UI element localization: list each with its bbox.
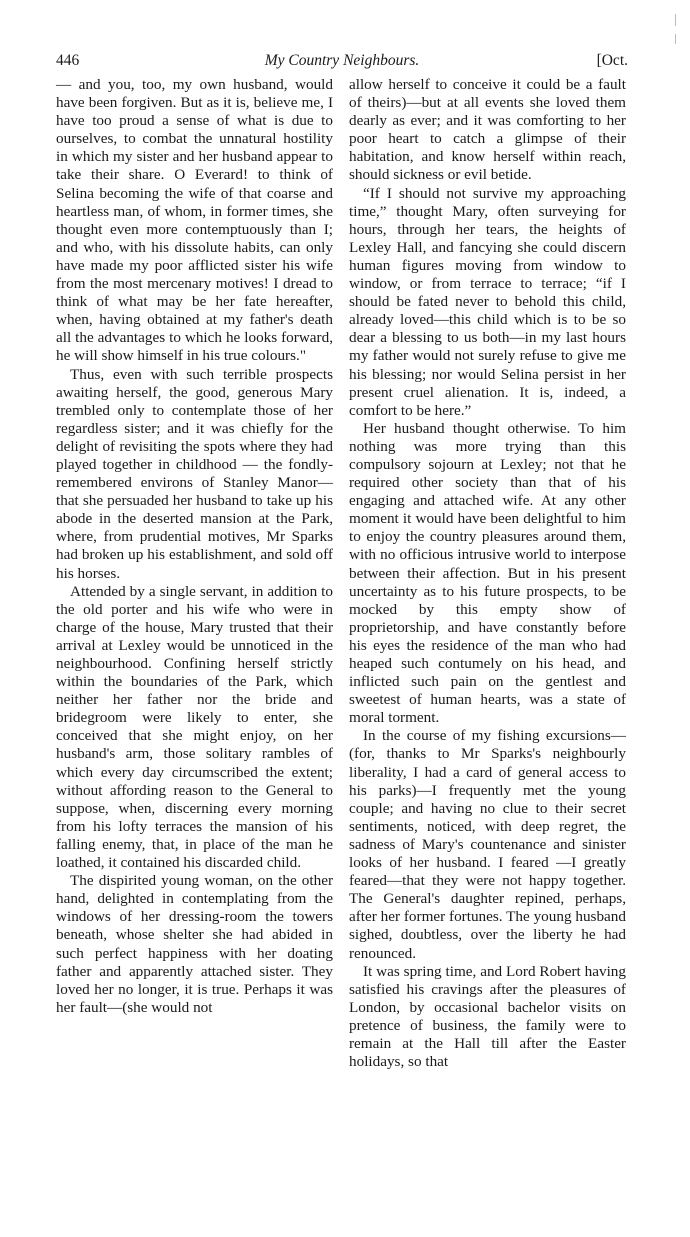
paragraph: — and you, too, my own husband, would have been forgiven. But as it is, believe me, I have too proud a sense of what is due to ourselves, to combat the unnatural hostility in which my sister and her husband appear to take their share. O Everard! to think of Selina becoming the wife of that coarse and heartless man, of whom, in former times, she thought even more contemptuously than I; and who, with his dissolute habits, can only have made my poor afflicted sister his wife from the most mercenary motives! I dread to think of what may be her fate hereafter, when, having obtained at my father's death all the advantages to which he looks forward, he will show himself in his true colours." (56, 76, 333, 365)
running-head (56, 52, 628, 74)
left-column (56, 76, 333, 1017)
page-number: 446 (56, 52, 80, 69)
scan-edge-mark (675, 14, 676, 26)
paragraph: Thus, even with such terrible prospects awaiting herself, the good, generous Mary trembled only to contemplate those of her regardless sister; and it was chiefly for the delight of revisiting the spots where they had played together in childhood — the fondly-remembered environs of Stanley Manor—that she persuaded her husband to take up his abode in the deserted mansion at the Park, where, from prudential motives, Mr Sparks had broken up his establishment, and sold off his horses. (56, 365, 333, 582)
running-title: My Country Neighbours. (264, 52, 420, 69)
scan-edge-mark (675, 34, 676, 44)
paragraph: Attended by a single servant, in addition to the old porter and his wife who were in charge of the house, Mary trusted that their arrival at Lexley would be unnoticed in the neighbourhood. Confining herself strictly within the boundaries of the Park, which neither her father nor the bride and bridegroom were likely to enter, she conceived that she might enjoy, on her husband's arm, those solitary rambles of which every day circumscribed the extent; without affording reason to the General to suppose, when, discerning every morning from his lofty terraces the mansion of his falling enemy, that, in place of the man he loathed, it contained his discarded child. (56, 582, 333, 872)
paragraph: allow herself to conceive it could be a fault of theirs)—but at all events she loved them dearly as ever; and it was comforting to her poor heart to catch a glimpse of their habitation, and know herself within reach, should sickness or evil betide. (349, 76, 626, 184)
month-mark: [Oct. (596, 52, 628, 69)
right-column (349, 76, 626, 1071)
paragraph: “If I should not survive my approaching time,” thought Mary, often surveying for hours, through her tears, the heights of Lexley Hall, and fancying she could discern human figures moving from window to window, or from terrace to terrace; “if I should be fated never to behold this child, already loved—this child which is to be so dear a blessing to us both—in my last hours my father would not surely refuse to give me his blessing; nor would Selina persist in her present cruel alienation. It is, indeed, a comfort to be here.” (349, 184, 626, 419)
paragraph: Her husband thought otherwise. To him nothing was more trying than this compulsory sojourn at Lexley; not that he required other society than that of his engaging and attached wife. At any other moment it would have been delightful to him to enjoy the country pleasures around them, with no officious intrusive world to interpose between their affection. But in his present uncertainty as to his future prospects, to be mocked by this empty show of proprietorship, and have constantly before his eyes the residence of the man who had heaped such contumely on his head, and inflicted such pain on the gentlest and sweetest of human hearts, was a state of moral torment. (349, 419, 626, 727)
paragraph: In the course of my fishing excursions—(for, thanks to Mr Sparks's neighbourly liberality, I had a card of general access to his parks)—I frequently met the young couple; and having no clue to their secret sentiments, noticed, with deep regret, the sadness of Mary's countenance and sinister looks of her husband. I feared —I greatly feared—that they were not happy together. The General's daughter repined, perhaps, after her former fortunes. The young husband sighed, doubtless, over the liberty he had renounced. (349, 727, 626, 962)
paragraph: It was spring time, and Lord Robert having satisfied his cravings after the pleasures of London, by occasional bachelor visits on pretence of business, the family were to remain at the Hall till after the Easter holidays, so that (349, 962, 626, 1071)
paragraph: The dispirited young woman, on the other hand, delighted in contemplating from the windows of her dressing-room the towers beneath, whose shelter she had abided in such perfect happiness with her doating father and apparently attached sister. They loved her no longer, it is true. Perhaps it was her fault—(she would not (56, 872, 333, 1016)
